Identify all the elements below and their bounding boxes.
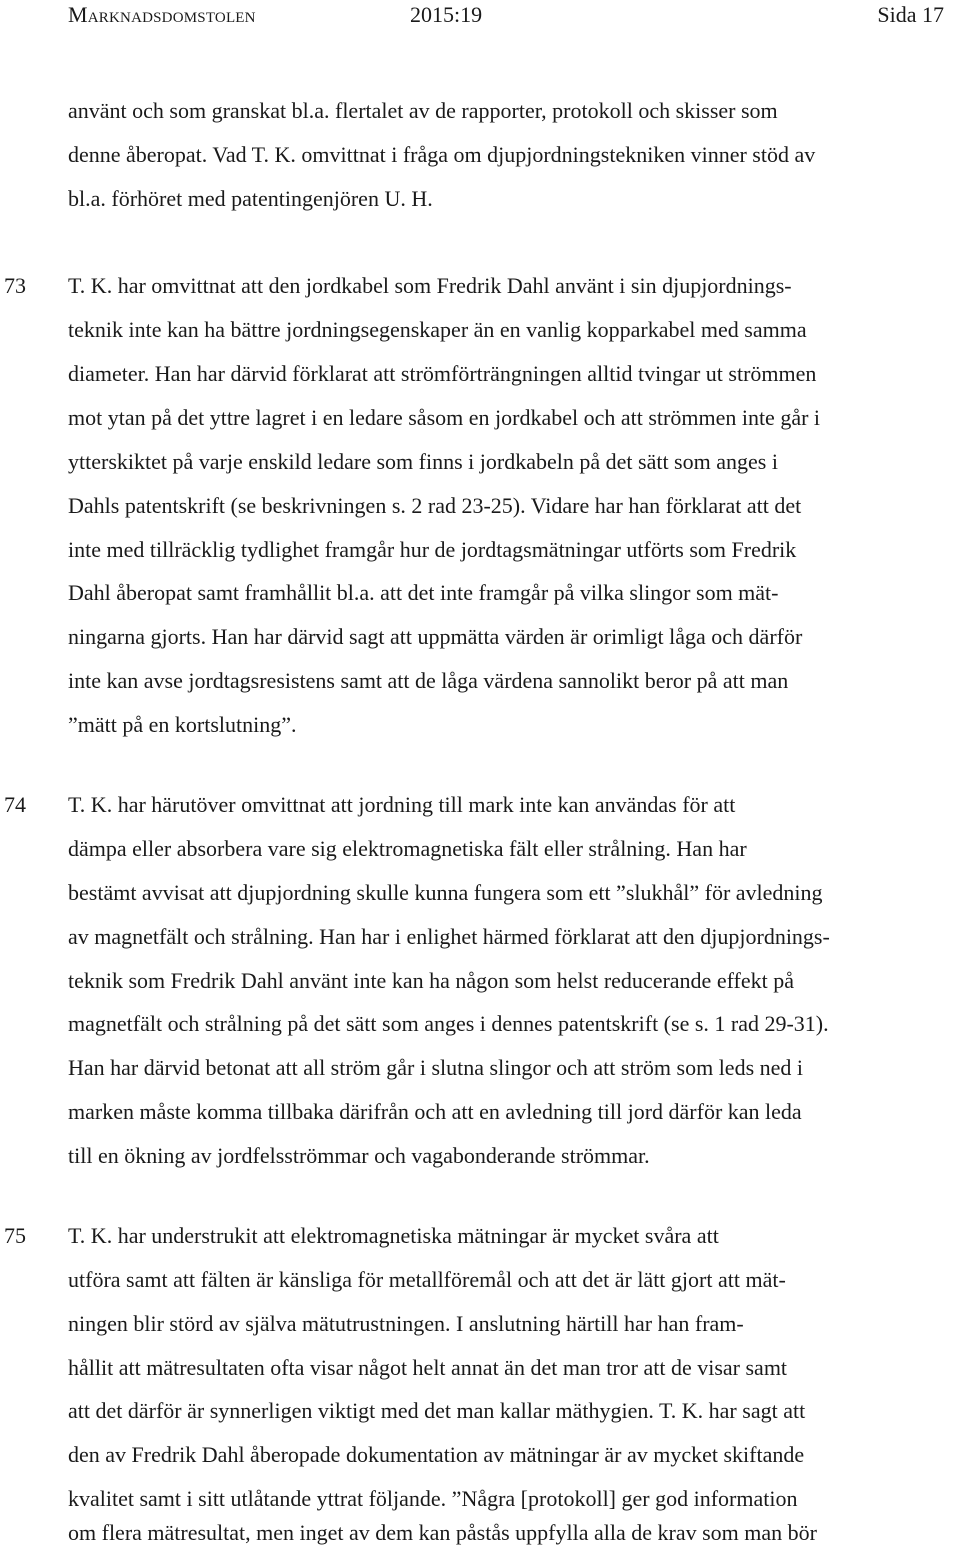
paragraph-line: teknik inte kan ha bättre jordningsegenskaper än en vanlig kopparkabel med samma <box>68 317 807 342</box>
intro-line: denne åberopat. Vad T. K. omvittnat i fråga om djupjordningstekniken vinner stöd av <box>68 142 816 167</box>
page-header <box>68 2 944 28</box>
paragraph-number: 73 <box>4 273 26 298</box>
intro-line: bl.a. förhöret med patentingenjören U. H. <box>68 186 433 211</box>
paragraph-line: teknik som Fredrik Dahl använt inte kan ha någon som helst reducerande effekt på <box>68 968 794 993</box>
paragraph-line: att det därför är synnerligen viktigt med det man kallar mäthygien. T. K. har sagt att <box>68 1398 806 1423</box>
paragraph-line: till en ökning av jordfelsströmmar och vagabonderande strömmar. <box>68 1143 650 1168</box>
paragraph-line: hållit att mätresultaten ofta visar något helt annat än det man tror att de visar samt <box>68 1355 788 1380</box>
paragraph-line: T. K. har understrukit att elektromagnetiska mätningar är mycket svåra att <box>68 1223 719 1248</box>
paragraph-line: kvalitet samt i sitt utlåtande yttrat följande. ”Några [protokoll] ger god information <box>68 1486 798 1511</box>
paragraph-number: 74 <box>4 792 26 817</box>
paragraph-line: inte kan avse jordtagsresistens samt att de låga värdena sannolikt beror på att man <box>68 668 789 693</box>
paragraph-line: Dahls patentskrift (se beskrivningen s. 2 rad 23-25). Vidare har han förklarat att det <box>68 493 802 518</box>
paragraph-line: Han har därvid betonat att all ström går i slutna slingor och att ström som leds ned i <box>68 1055 804 1080</box>
paragraph-line: ytterskiktet på varje enskild ledare som finns i jordkabeln på det sätt som anges i <box>68 449 778 474</box>
paragraph-line: T. K. har härutöver omvittnat att jordning till mark inte kan användas för att <box>68 792 736 817</box>
paragraph-line: Dahl åberopat samt framhållit bl.a. att det inte framgår på vilka slingor som mät- <box>68 580 779 605</box>
case-number: 2015:19 <box>410 2 483 27</box>
paragraph-line: inte med tillräcklig tydlighet framgår hur de jordtagsmätningar utförts som Fredrik <box>68 537 797 562</box>
intro-line: använt och som granskat bl.a. flertalet av de rapporter, protokoll och skisser som <box>68 98 778 123</box>
paragraph-line: utföra samt att fälten är känsliga för metallföremål och att det är lätt gjort att mät- <box>68 1267 786 1292</box>
paragraph-line: diameter. Han har därvid förklarat att strömförträngningen alltid tvingar ut strömmen <box>68 361 817 386</box>
paragraph-line: mot ytan på det yttre lagret i en ledare såsom en jordkabel och att strömmen inte går i <box>68 405 821 430</box>
paragraph-line: T. K. har omvittnat att den jordkabel som Fredrik Dahl använt i sin djupjordnings- <box>68 273 792 298</box>
paragraph-line: av magnetfält och strålning. Han har i enlighet härmed förklarat att den djupjordnings- <box>68 924 830 949</box>
paragraph-line: den av Fredrik Dahl åberopade dokumentation av mätningar är av mycket skiftande <box>68 1442 805 1467</box>
paragraph-line: ningen blir störd av själva mätutrustningen. I anslutning härtill har han fram- <box>68 1311 744 1336</box>
paragraph-line: ”mätt på en kortslutning”. <box>68 712 297 737</box>
paragraph-line: bestämt avvisat att djupjordning skulle kunna fungera som ett ”slukhål” för avledning <box>68 880 823 905</box>
paragraph-line: ningarna gjorts. Han har därvid sagt att uppmätta värden är orimligt låga och därför <box>68 624 803 649</box>
page-number: Sida 17 <box>877 2 944 27</box>
paragraph-line: om flera mätresultat, men inget av dem kan påstås uppfylla alla de krav som man bör <box>68 1520 817 1545</box>
paragraph-line: dämpa eller absorbera vare sig elektromagnetiska fält eller strålning. Han har <box>68 836 747 861</box>
court-name: Marknadsdomstolen <box>68 2 256 27</box>
paragraph-line: magnetfält och strålning på det sätt som anges i dennes patentskrift (se s. 1 rad 29-31). <box>68 1011 829 1036</box>
paragraph-number: 75 <box>4 1223 26 1248</box>
paragraph-line: marken måste komma tillbaka därifrån och att en avledning till jord därför kan leda <box>68 1099 802 1124</box>
